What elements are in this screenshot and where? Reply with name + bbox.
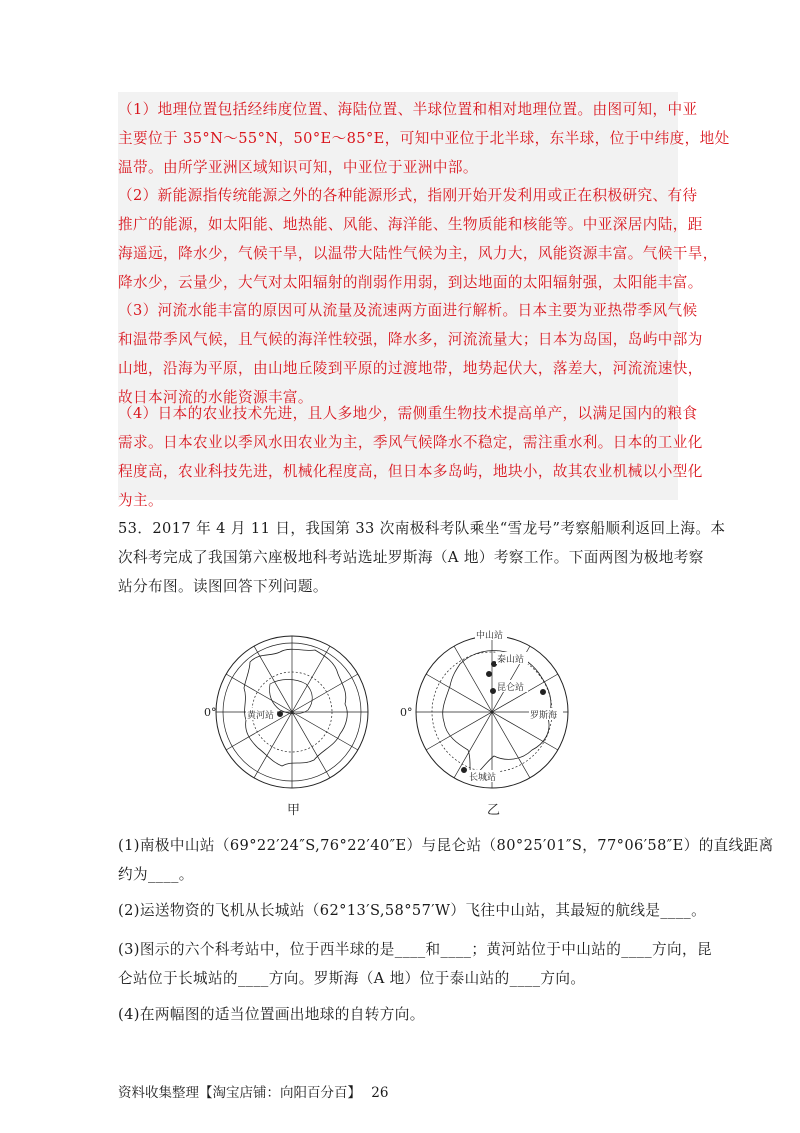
station-dot	[487, 672, 492, 677]
text-line: 和温带季风气候，且气候的海洋性较强，降水多，河流流量大；日本为岛国，岛屿中部为	[118, 331, 703, 348]
answer-3	[118, 296, 703, 412]
text-line: 次科考完成了我国第六座极地科考站选址罗斯海（A 地）考察工作。下面两图为极地考察	[118, 549, 704, 566]
text-line: （4）日本的农业技术先进，且人多地少，需侧重生物技术提高单产，以满足国内的粮食	[118, 405, 698, 422]
footer-text: 资料收集整理【淘宝店铺：向阳百分百】	[118, 1085, 361, 1101]
text-line: 53．2017 年 4 月 11 日，我国第 33 次南极科考队乘坐“雪龙号”考察船顺利返回上海。本	[118, 520, 726, 537]
station-label-huanghe: 黄河站	[247, 711, 275, 721]
text-line: （1）地理位置包括经纬度位置、海陆位置、半球位置和相对地理位置。由图可知，中亚	[118, 101, 698, 118]
page-number: 26	[371, 1085, 389, 1101]
answer-4	[118, 399, 703, 515]
question-intro	[118, 514, 726, 601]
text-line: 山地，沿海为平原，由山地丘陵到平原的过渡地带，地势起伏大，落差大，河流流速快，	[118, 360, 703, 377]
station-dot	[541, 690, 546, 695]
answer-1	[118, 95, 730, 182]
text-line: (4)在两幅图的适当位置画出地球的自转方向。	[118, 1006, 425, 1023]
text-line: 降水少，云量少，大气对太阳辐射的削弱作用弱，到达地面的太阳辐射强，太阳能丰富。	[118, 274, 703, 291]
text-line: 推广的能源，如太阳能、地热能、风能、海洋能、生物质能和核能等。中亚深居内陆，距	[118, 216, 703, 233]
text-line: (1)南极中山站（69°22′24″S,76°22′40″E）与昆仑站（80°25′01″S，77°06′58″E）的直线距离	[118, 837, 774, 854]
text-line: 温带。由所学亚洲区域知识可知，中亚位于亚洲中部。	[118, 159, 478, 176]
meridian-lines	[216, 636, 368, 788]
text-line: （2）新能源指传统能源之外的各种能源形式，指刚开始开发利用或正在积极研究、有待	[118, 187, 698, 204]
meridian-label-left: 0°	[204, 706, 217, 719]
text-line: 为主。	[118, 492, 163, 509]
sub-question-3	[118, 935, 713, 993]
text-line: 程度高，农业科技先进，机械化程度高，但日本多岛屿，地块小，故其农业机械以小型化	[118, 463, 703, 480]
station-dot	[278, 712, 283, 717]
station-label-changcheng: 长城站	[469, 773, 497, 783]
region-label-ross-sea: 罗斯海	[530, 711, 558, 721]
text-line: 约为____。	[118, 866, 194, 883]
sub-question-2	[118, 896, 707, 925]
station-dot	[492, 662, 497, 667]
north-polar-map	[204, 636, 368, 818]
station-dot	[491, 689, 496, 694]
answer-2	[118, 181, 718, 297]
south-polar-map	[400, 628, 568, 818]
polar-maps-figure	[204, 622, 590, 822]
text-line: (2)运送物资的飞机从长城站（62°13′S,58°57′W）飞往中山站，其最短的航线是____。	[118, 902, 707, 919]
text-line: 海遥远，降水少，气候干旱，以温带大陆性气候为主，风力大，风能资源丰富。气候干旱，	[118, 245, 718, 262]
text-line: 故日本河流的水能资源丰富。	[118, 389, 313, 406]
station-label-taishan: 泰山站	[497, 655, 525, 665]
station-label-zhongshan: 中山站	[476, 631, 504, 641]
caption-right: 乙	[487, 803, 501, 818]
continent-outline	[244, 649, 347, 766]
text-line: 站分布图。读图回答下列问题。	[118, 578, 328, 595]
text-line: 需求。日本农业以季风水田农业为主，季风气候降水不稳定，需注重水利。日本的工业化	[118, 434, 703, 451]
sub-question-4	[118, 1000, 678, 1029]
station-dot	[462, 768, 467, 773]
meridian-label-right: 0°	[400, 706, 413, 719]
text-line: (3)图示的六个科考站中，位于西半球的是____和____；黄河站位于中山站的____方向，昆	[118, 941, 713, 958]
caption-left: 甲	[287, 803, 301, 818]
text-line: 仑站位于长城站的____方向。罗斯海（A 地）位于泰山站的____方向。	[118, 970, 586, 987]
footer	[118, 1081, 388, 1101]
text-line: （3）河流水能丰富的原因可从流量及流速两方面进行解析。日本主要为亚热带季风气候	[118, 302, 698, 319]
station-label-kunlun: 昆仑站	[497, 683, 525, 693]
text-line: 主要位于 35°N～55°N，50°E～85°E，可知中亚位于北半球，东半球，位于中纬度，地处	[118, 130, 730, 147]
sub-question-1	[118, 831, 774, 889]
